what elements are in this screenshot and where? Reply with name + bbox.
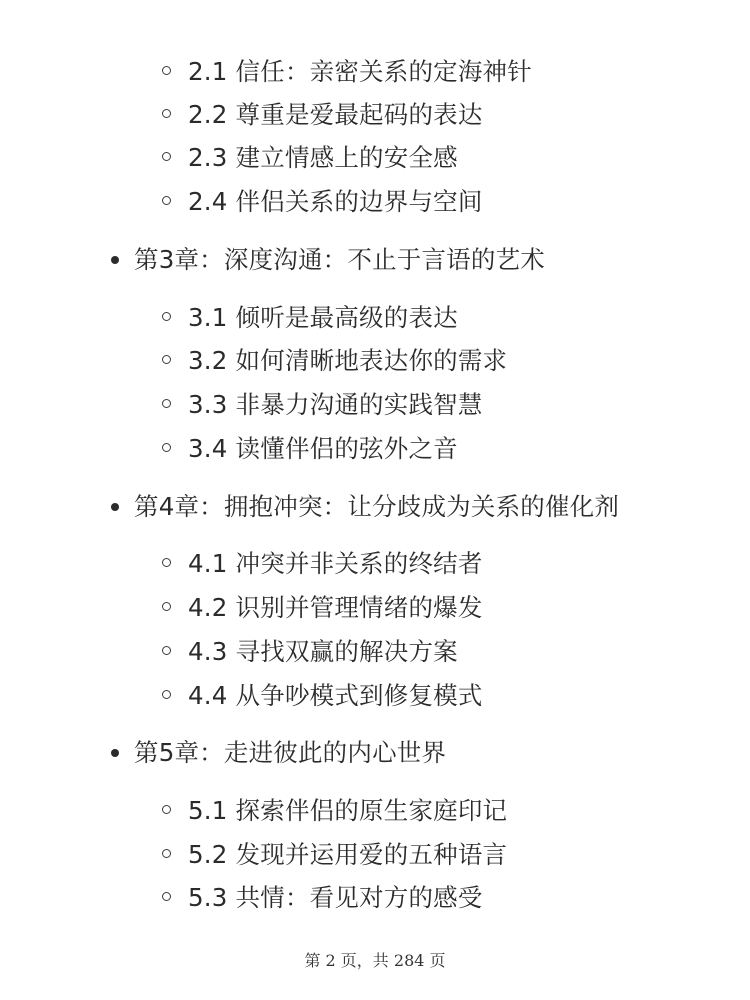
toc-item-label: 3.1 倾听是最高级的表达 bbox=[188, 303, 458, 332]
hollow-bullet-icon bbox=[162, 152, 171, 161]
toc-item-label: 3.4 读懂伴侣的弦外之音 bbox=[188, 434, 458, 463]
hollow-bullet-icon bbox=[162, 602, 171, 611]
hollow-bullet-icon bbox=[162, 443, 171, 452]
toc-item-label: 4.2 识别并管理情绪的爆发 bbox=[188, 593, 483, 622]
page-number-footer: 第 2 页，共 284 页 bbox=[304, 951, 446, 970]
toc-item-label: 5.2 发现并运用爱的五种语言 bbox=[188, 840, 508, 869]
hollow-bullet-icon bbox=[162, 690, 171, 699]
hollow-bullet-icon bbox=[162, 312, 171, 321]
toc-item-label: 5.1 探索伴侣的原生家庭印记 bbox=[188, 796, 508, 825]
toc-chapter-label: 第5章：走进彼此的内心世界 bbox=[134, 738, 447, 767]
hollow-bullet-icon bbox=[162, 66, 171, 75]
toc-item-label: 5.3 共情：看见对方的感受 bbox=[188, 883, 483, 912]
hollow-bullet-icon bbox=[162, 558, 171, 567]
hollow-bullet-icon bbox=[162, 892, 171, 901]
hollow-bullet-icon bbox=[162, 196, 171, 205]
toc-item-label: 4.1 冲突并非关系的终结者 bbox=[188, 549, 483, 578]
hollow-bullet-icon bbox=[162, 849, 171, 858]
toc-item-label: 2.1 信任：亲密关系的定海神针 bbox=[188, 57, 532, 86]
toc-item-label: 4.4 从争吵模式到修复模式 bbox=[188, 681, 483, 710]
hollow-bullet-icon bbox=[162, 805, 171, 814]
toc-item-label: 4.3 寻找双赢的解决方案 bbox=[188, 637, 458, 666]
filled-bullet-icon bbox=[111, 256, 119, 264]
toc-chapter-label: 第4章：拥抱冲突：让分歧成为关系的催化剂 bbox=[134, 492, 620, 521]
hollow-bullet-icon bbox=[162, 399, 171, 408]
toc-chapter-label: 第3章：深度沟通：不止于言语的艺术 bbox=[134, 245, 545, 274]
toc-item-label: 2.2 尊重是爱最起码的表达 bbox=[188, 100, 483, 129]
hollow-bullet-icon bbox=[162, 646, 171, 655]
toc-item-label: 2.4 伴侣关系的边界与空间 bbox=[188, 187, 483, 216]
hollow-bullet-icon bbox=[162, 109, 171, 118]
toc-item-label: 3.2 如何清晰地表达你的需求 bbox=[188, 346, 508, 375]
toc-item-label: 3.3 非暴力沟通的实践智慧 bbox=[188, 390, 483, 419]
toc-item-label: 2.3 建立情感上的安全感 bbox=[188, 143, 458, 172]
filled-bullet-icon bbox=[111, 749, 119, 757]
hollow-bullet-icon bbox=[162, 355, 171, 364]
filled-bullet-icon bbox=[111, 503, 119, 511]
